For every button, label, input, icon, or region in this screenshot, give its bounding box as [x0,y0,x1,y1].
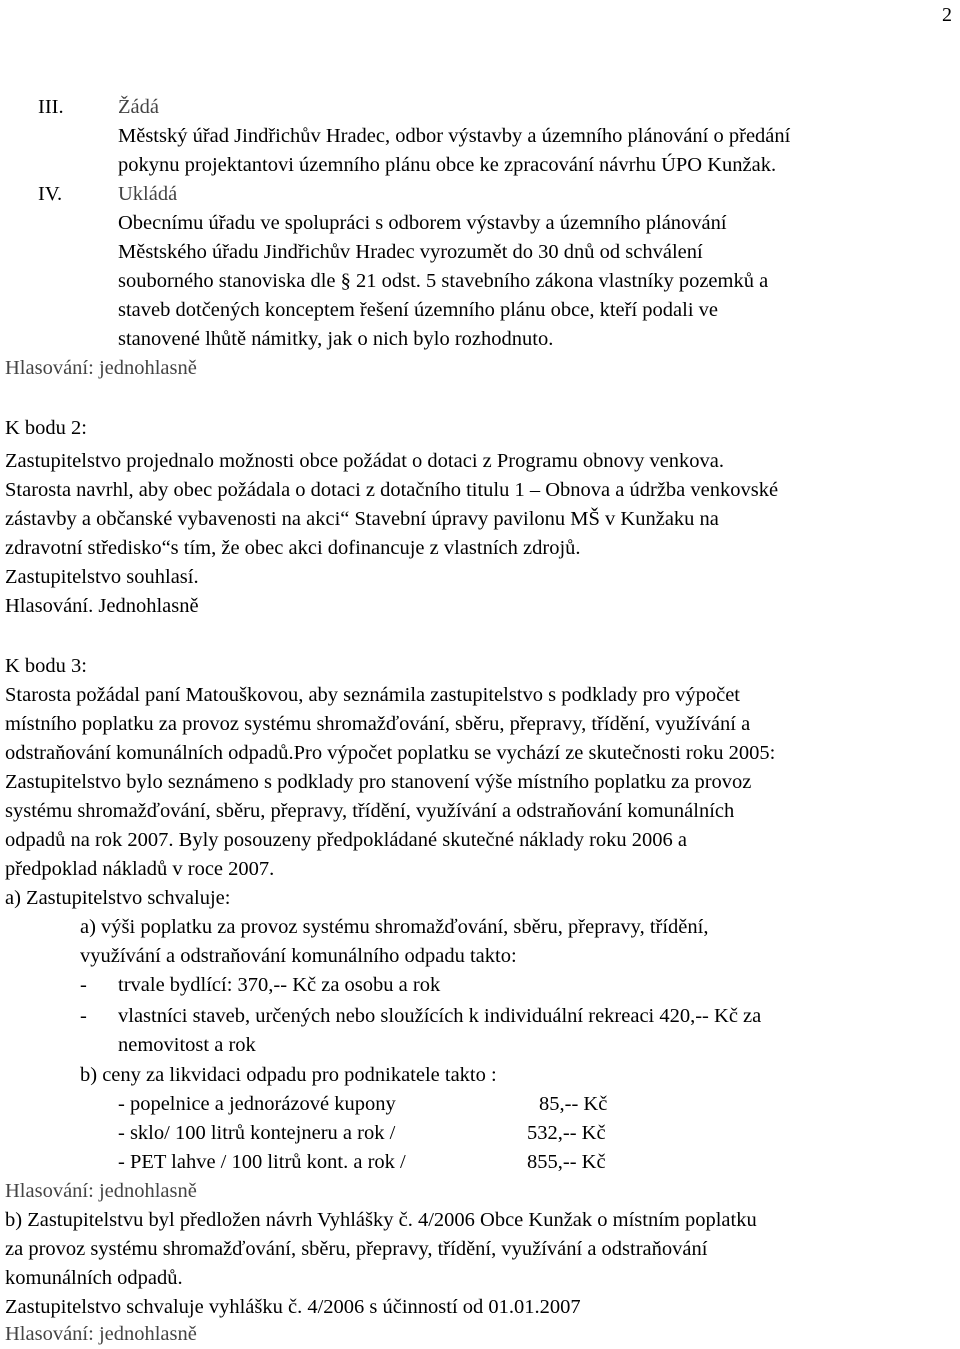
vote-result: Hlasování. Jednohlasně [5,595,199,617]
vote-result: Hlasování: jednohlasně [5,357,197,379]
fee-item: trvale bydlící: 370,-- Kč za osobu a rok [118,974,441,996]
resolution-title: a) Zastupitelstvo schvaluje: [5,887,231,909]
section-iv-line: staveb dotčených konceptem řešení územního plánu obce, kteří podali ve [118,299,718,321]
paragraph-line: b) Zastupitelstvu byl předložen návrh Vyhlášky č. 4/2006 Obce Kunžak o místním poplatku [5,1209,757,1231]
section-number-iv: IV. [38,183,63,205]
price-label: - popelnice a jednorázové kupony [118,1093,396,1115]
paragraph-line: Starosta požádal paní Matouškovou, aby seznámila zastupitelstvo s podklady pro výpočet [5,684,740,706]
section-iii-line: pokynu projektantovi územního plánu obce ke zpracování návrhu ÚPO Kunžak. [118,154,777,176]
paragraph-line: Zastupitelstvo schvaluje vyhlášku č. 4/2006 s účinností od 01.01.2007 [5,1296,581,1318]
list-bullet: - [80,1005,87,1027]
paragraph-line: Zastupitelstvo projednalo možnosti obce požádat o dotaci z Programu obnovy venkova. [5,450,725,472]
list-bullet: - [80,974,87,996]
price-label: - sklo/ 100 litrů kontejneru a rok / [118,1122,396,1144]
paragraph-line: místního poplatku za provoz systému shromažďování, sběru, přepravy, třídění, využívání a [5,713,751,735]
business-prices-title: b) ceny za likvidaci odpadu pro podnikatele takto : [80,1064,497,1086]
section-iii-line: Městský úřad Jindřichův Hradec, odbor výstavby a územního plánování o předání [118,125,791,147]
agenda-item-heading: K bodu 3: [5,655,87,677]
section-number-iii: III. [38,96,64,118]
price-label: - PET lahve / 100 litrů kont. a rok / [118,1151,406,1173]
paragraph-line: zástavby a občanské vybavenosti na akci“ Stavební úpravy pavilonu MŠ v Kunžaku na [5,508,719,530]
section-iv-line: stanovené lhůtě námitky, jak o nich bylo rozhodnuto. [118,328,554,350]
section-iv-heading: Ukládá [118,183,178,205]
price-value: 855,-- Kč [527,1151,606,1173]
price-value: 532,-- Kč [527,1122,606,1144]
paragraph-line: Zastupitelstvo bylo seznámeno s podklady pro stanovení výše místního poplatku za provoz [5,771,752,793]
resolution-line: a) výši poplatku za provoz systému shromažďování, sběru, přepravy, třídění, [80,916,709,938]
section-iv-line: Městského úřadu Jindřichův Hradec vyrozumět do 30 dnů od schválení [118,241,703,263]
paragraph-line: systému shromažďování, sběru, přepravy, třídění, využívání a odstraňování komunálních [5,800,735,822]
paragraph-line: komunálních odpadů. [5,1267,183,1289]
section-iii-heading: Žádá [118,96,159,118]
paragraph-line: odpadů na rok 2007. Byly posouzeny předpokládané skutečné náklady roku 2006 a [5,829,688,851]
vote-result: Hlasování: jednohlasně [5,1323,197,1345]
paragraph-line: za provoz systému shromažďování, sběru, přepravy, třídění, využívání a odstraňování [5,1238,708,1260]
section-iv-line: souborného stanoviska dle § 21 odst. 5 stavebního zákona vlastníky pozemků a [118,270,769,292]
paragraph-line: odstraňování komunálních odpadů.Pro výpočet poplatku se vychází ze skutečnosti roku 2005: [5,742,776,764]
fee-item-continuation: nemovitost a rok [118,1034,256,1056]
section-iv-line: Obecnímu úřadu ve spolupráci s odborem výstavby a územního plánování [118,212,727,234]
paragraph-line: zdravotní středisko“s tím, že obec akci dofinancuje z vlastních zdrojů. [5,537,581,559]
paragraph-line: Starosta navrhl, aby obec požádala o dotaci z dotačního titulu 1 – Obnova a údržba venkovské [5,479,779,501]
vote-result: Hlasování: jednohlasně [5,1180,197,1202]
price-value: 85,-- Kč [539,1093,608,1115]
paragraph-line: Zastupitelstvo souhlasí. [5,566,199,588]
resolution-line: využívání a odstraňování komunálního odpadu takto: [80,945,517,967]
paragraph-line: předpoklad nákladů v roce 2007. [5,858,275,880]
agenda-item-heading: K bodu 2: [5,417,87,439]
fee-item: vlastníci staveb, určených nebo sloužících k individuální rekreaci 420,-- Kč za [118,1005,762,1027]
page-number: 2 [942,4,952,26]
